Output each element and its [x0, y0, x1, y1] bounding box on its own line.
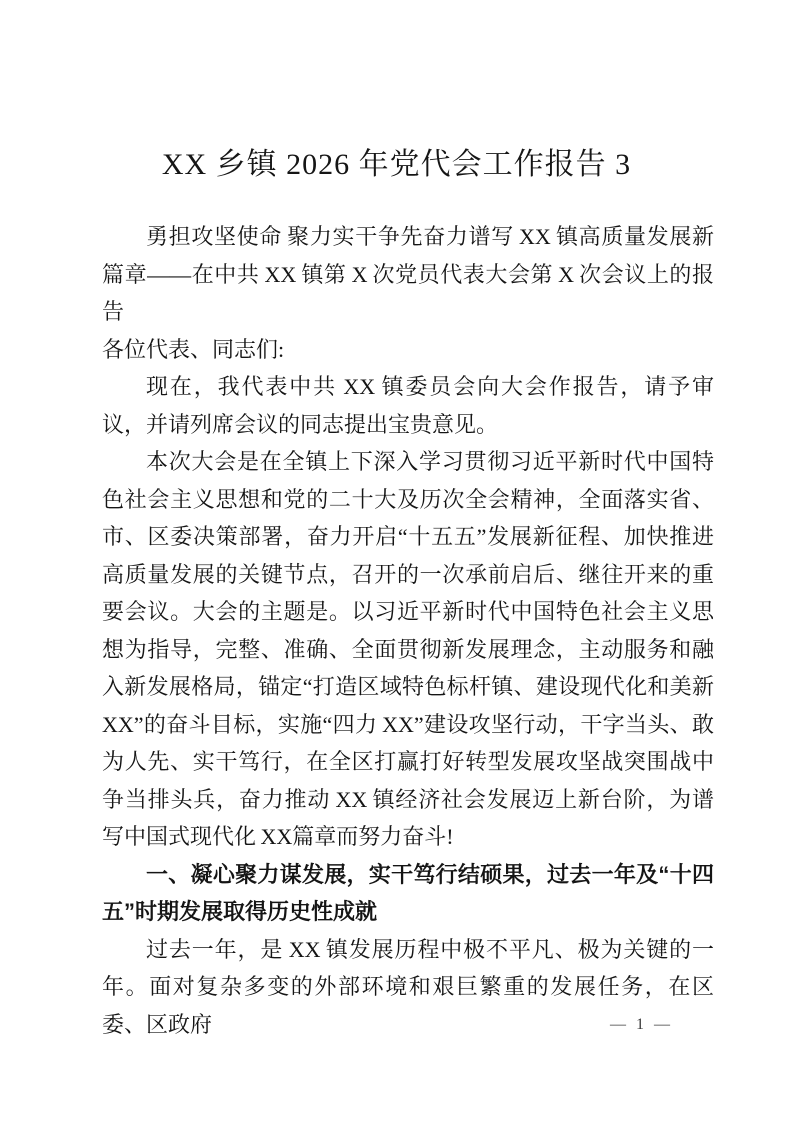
document-title: XX 乡镇 2026 年党代会工作报告 3: [161, 148, 632, 181]
page-number: — 1 —: [610, 1016, 673, 1033]
paragraph: 现在，我代表中共 XX 镇委员会向大会作报告，请予审议，并请列席会议的同志提出宝贵意见。: [102, 374, 714, 437]
paragraph: 本次大会是在全镇上下深入学习贯彻习近平新时代中国特色社会主义思想和党的二十大及历次全会精神，全面落实省、市、区委决策部署，奋力开启“十五五”发展新征程、加快推进高质量发展的关键节点，召开的一次承前启后、继往开来的重要会议。大会的主题是。以习近平新时代中国特色社会主义思想为指导，完整、准确、全面贯彻新发展理念，主动服务和融入新发展格局，锚定“打造区域特色标杆镇、建设现代化和美新 XX”的奋斗目标，实施“四力 XX”建设攻坚行动，干字当头、敢为人先、实干笃行，在全区打赢打好转型发展攻坚战突围战中争当排头兵，奋力推动 XX 镇经济社会发展迈上新台阶，为谱写中国式现代化 XX篇章而努力奋斗!: [102, 449, 715, 849]
paragraph: 各位代表、同志们:: [102, 336, 285, 362]
document-body: [0, 218, 793, 1043]
section-heading: 一、凝心聚力谋发展，实干笃行结硕果，过去一年及“十四五”时期发展取得历史性成就: [102, 861, 714, 924]
paragraph: 过去一年，是 XX 镇发展历程中极不平凡、极为关键的一年。面对复杂多变的外部环境和艰巨繁重的发展任务，在区委、区政府: [102, 936, 714, 1037]
paragraph: 勇担攻坚使命 聚力实干争先奋力谱写 XX 镇高质量发展新篇章——在中共 XX 镇第 X 次党员代表大会第 X 次会议上的报告: [102, 224, 714, 324]
